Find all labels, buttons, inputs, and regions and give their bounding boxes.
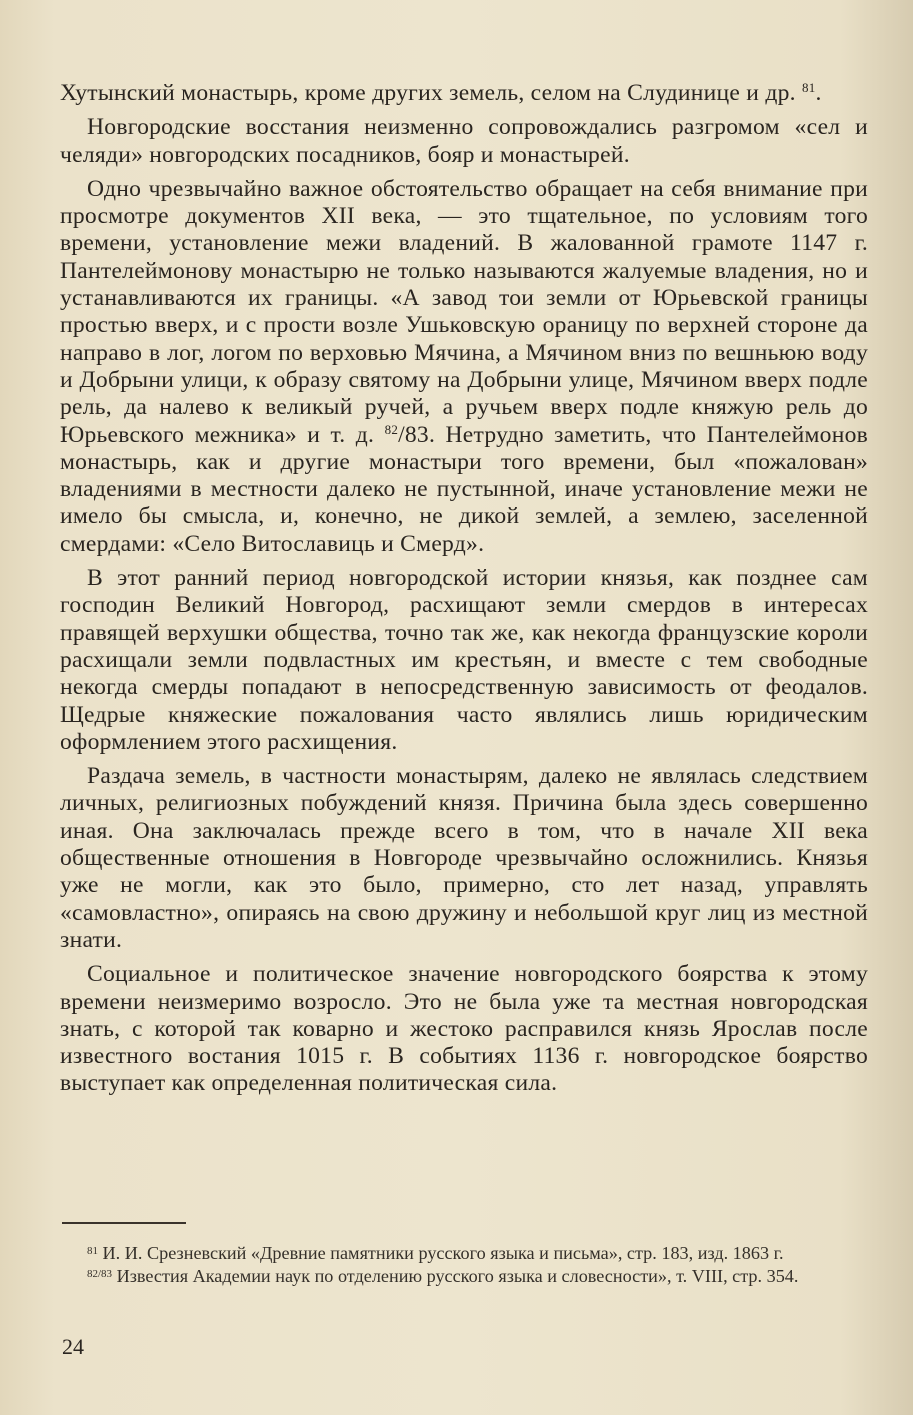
body-text: [60, 80, 868, 1105]
footnote-ref[interactable]: 82: [384, 421, 399, 437]
footnote-divider: [62, 1222, 186, 1224]
paragraph: Хутынский монастырь, кроме других земель, селом на Слудинице и др. $^{81}$.: [60, 80, 822, 106]
footnote-mark: 82/83: [87, 1267, 113, 1280]
paragraph: Социальное и политическое значение новгородского боярства к этому времени неизмеримо возросло. Это не была уже та местная новгородская знать, с которой так коварно и жестоко расправился князь Ярослав после известного востания 1015 г. В событиях 1136 г. новгородское боярство выступает как определенная политическая сила.: [60, 961, 868, 1097]
paragraph: В этот ранний период новгородской истории князья, как позднее сам господин Великий Новгород, расхищают земли смердов в интересах правящей верхушки общества, точно так же, как некогда французские короли расхищали земли подвластных им крестьян, и вместе с тем свободные некогда смерды попадают в непосредственную зависимость от феодалов. Щедрые княжеские пожалования часто являлись лишь юридическим оформлением этого расхищения.: [60, 565, 868, 755]
page-number: 24: [62, 1334, 84, 1359]
footnote: $^{82/83}$ Известия Академии наук по отделению русского языка и словесности», т. VIII, стр. 354.: [87, 1265, 799, 1286]
footnote-ref[interactable]: 81: [801, 80, 816, 95]
paragraph: Новгородские восстания неизменно сопровождались разгромом «сел и челяди» новгородских посадников, бояр и монастырей.: [60, 114, 868, 168]
paragraph: Одно чрезвычайно важное обстоятельство обращает на себя внимание при просмотре документов XII века, — это тщательное, по условиям того времени, установление межи владений. В жалованной грамоте 1147 г. Пантелеймонову монастырю не только называются жалуемые владения, но и устанавливаются их границы. «А завод тои земли от Юрьевской границы простью вверх, и с прости возле Ушьковскую ораницу по верхней стороне да направо в лог, логом по верховью Мячина, а Мячином вниз по вешньюю воду и Добрыни улици, к образу святому на Добрыни улице, Мячином вверх подле рель, да налево к великый ручей, а ручьем вверх подле княжую рель до Юрьевского межника» и т. д. $^{82}$/83. Нетрудно заметить, что Пантелеймонов монастырь, как и другие монастыри того времени, был «пожалован» владениями в местности далеко не пустынной, иначе установление межи не имело бы смысла, и, конечно, не дикой землей, а землею, заселенной смердами: «Село Витославиць и Смерд».: [60, 175, 869, 557]
footnote-mark: 81: [87, 1245, 98, 1257]
paragraph: Раздача земель, в частности монастырям, далеко не являлась следствием личных, религиозных побуждений князя. Причина была здесь совершенно иная. Она заключалась прежде всего в том, что в начале XII века общественные отношения в Новгороде чрезвычайно осложнились. Князья уже не могли, как это было, примерно, сто лет назад, управлять «самовластно», опираясь на свою дружину и небольшой круг лиц из местной знати.: [60, 763, 868, 953]
footnote: $^{81}$ И. И. Срезневский «Древние памятники русского языка и письма», стр. 183, изд. 1863 г.: [87, 1243, 784, 1263]
footnotes: [60, 1242, 868, 1287]
